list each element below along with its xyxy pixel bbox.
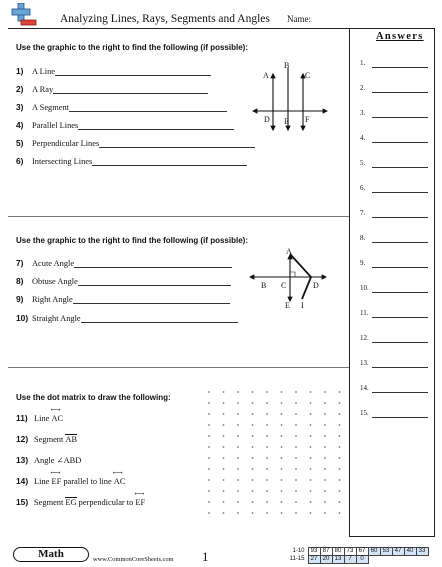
label-d: D — [264, 115, 270, 124]
question-text: Acute Angle — [32, 259, 75, 268]
matrix-dot[interactable] — [295, 413, 297, 415]
drawing-task-row — [16, 434, 77, 446]
matrix-dot[interactable] — [237, 501, 239, 503]
matrix-dot[interactable] — [208, 501, 210, 503]
matrix-dot[interactable] — [295, 468, 297, 470]
score-row — [288, 556, 428, 564]
answer-number: 1. — [360, 59, 366, 67]
answer-number: 14. — [360, 384, 369, 392]
matrix-dot[interactable] — [324, 501, 326, 503]
matrix-dot[interactable] — [266, 413, 268, 415]
label-e: E — [284, 117, 289, 126]
matrix-dot[interactable] — [266, 479, 268, 481]
matrix-dot[interactable] — [208, 479, 210, 481]
matrix-dot[interactable] — [324, 424, 326, 426]
matrix-dot[interactable] — [252, 512, 254, 514]
score-cell: 87 — [320, 548, 332, 556]
matrix-dot[interactable] — [252, 391, 254, 393]
question-blank[interactable] — [73, 295, 230, 304]
score-cell: 60 — [368, 548, 380, 556]
matrix-dot[interactable] — [237, 446, 239, 448]
matrix-dot[interactable] — [223, 446, 225, 448]
page-title: Analyzing Lines, Rays, Segments and Angles — [60, 13, 270, 25]
matrix-dot[interactable] — [310, 435, 312, 437]
question-row — [16, 138, 255, 150]
question-number: 15) — [16, 497, 29, 507]
score-cell: 67 — [356, 548, 368, 556]
matrix-dot[interactable] — [339, 402, 341, 404]
question-blank[interactable] — [74, 259, 232, 268]
matrix-dot[interactable] — [223, 490, 225, 492]
answer-number: 2. — [360, 84, 366, 92]
matrix-dot[interactable] — [281, 391, 283, 393]
matrix-dot[interactable] — [223, 424, 225, 426]
question-number: 13) — [16, 455, 29, 465]
matrix-dot[interactable] — [324, 479, 326, 481]
matrix-dot[interactable] — [208, 424, 210, 426]
score-cell: 73 — [344, 548, 356, 556]
matrix-dot[interactable] — [252, 468, 254, 470]
answer-number: 3. — [360, 109, 366, 117]
matrix-dot[interactable] — [266, 424, 268, 426]
question-text: A Segment — [32, 103, 69, 112]
matrix-dot[interactable] — [295, 424, 297, 426]
answer-blank[interactable] — [372, 217, 428, 218]
question-text: A Ray — [32, 85, 54, 94]
answer-blank[interactable] — [372, 267, 428, 268]
matrix-dot[interactable] — [237, 391, 239, 393]
answer-number: 11. — [360, 309, 369, 317]
matrix-dot[interactable] — [339, 457, 341, 459]
matrix-dot[interactable] — [252, 479, 254, 481]
question-number: 12) — [16, 434, 29, 444]
score-cell: 53 — [380, 548, 392, 556]
matrix-dot[interactable] — [223, 391, 225, 393]
answer-blank[interactable] — [372, 92, 428, 93]
matrix-dot[interactable] — [339, 435, 341, 437]
matrix-dot[interactable] — [237, 413, 239, 415]
task-text: Line — [34, 414, 52, 423]
segment-symbol: EG — [65, 498, 77, 507]
question-blank[interactable] — [53, 85, 208, 94]
question-number: 1) — [16, 66, 24, 76]
matrix-dot[interactable] — [324, 446, 326, 448]
dot-matrix[interactable] — [205, 388, 345, 523]
matrix-dot[interactable] — [310, 391, 312, 393]
matrix-dot[interactable] — [281, 446, 283, 448]
label-b: B — [284, 61, 290, 70]
task-text: Line — [34, 477, 52, 486]
matrix-dot[interactable] — [252, 435, 254, 437]
matrix-dot[interactable] — [223, 501, 225, 503]
matrix-dot[interactable] — [295, 457, 297, 459]
question-number: 4) — [16, 120, 24, 130]
matrix-dot[interactable] — [339, 479, 341, 481]
question-blank[interactable] — [69, 103, 227, 112]
question-row — [16, 276, 231, 288]
answer-number: 4. — [360, 134, 366, 142]
question-number: 11) — [16, 413, 28, 423]
section-3-heading: Use the dot matrix to draw the following: — [16, 393, 171, 402]
matrix-dot[interactable] — [281, 457, 283, 459]
question-number: 6) — [16, 156, 24, 166]
question-number: 3) — [16, 102, 24, 112]
matrix-dot[interactable] — [252, 457, 254, 459]
matrix-dot[interactable] — [252, 424, 254, 426]
answer-number: 13. — [360, 359, 369, 367]
question-number: 9) — [16, 294, 24, 304]
question-number: 14) — [16, 476, 29, 486]
score-cell: 93 — [308, 548, 320, 556]
answer-number: 7. — [360, 209, 366, 217]
matrix-dot[interactable] — [295, 446, 297, 448]
matrix-dot[interactable] — [281, 479, 283, 481]
matrix-dot[interactable] — [281, 468, 283, 470]
question-text: Obtuse Angle — [32, 277, 78, 286]
answer-blank[interactable] — [372, 117, 428, 118]
answer-blank[interactable] — [372, 342, 428, 343]
question-row — [16, 120, 234, 132]
lines-figure — [247, 58, 331, 134]
score-cell: 40 — [404, 548, 416, 556]
matrix-dot[interactable] — [223, 512, 225, 514]
header — [0, 0, 442, 30]
answer-number: 9. — [360, 259, 366, 267]
matrix-dot[interactable] — [252, 413, 254, 415]
matrix-dot[interactable] — [266, 435, 268, 437]
line-symbol: ⟷ AC — [51, 414, 63, 423]
task-text: parallel to line — [61, 477, 114, 486]
matrix-dot[interactable] — [208, 457, 210, 459]
matrix-dot[interactable] — [310, 479, 312, 481]
matrix-dot[interactable] — [339, 512, 341, 514]
question-text: A Line — [32, 67, 56, 76]
matrix-dot[interactable] — [295, 501, 297, 503]
answer-blank[interactable] — [372, 142, 428, 143]
answer-blank[interactable] — [372, 292, 428, 293]
matrix-dot[interactable] — [281, 413, 283, 415]
question-text: Perpendicular Lines — [32, 139, 100, 148]
matrix-dot[interactable] — [252, 402, 254, 404]
matrix-dot[interactable] — [324, 512, 326, 514]
question-number: 2) — [16, 84, 24, 94]
matrix-dot[interactable] — [295, 391, 297, 393]
task-text: perpendicular to — [76, 498, 136, 507]
label-i: I — [301, 301, 304, 310]
matrix-dot[interactable] — [208, 402, 210, 404]
matrix-dot[interactable] — [266, 391, 268, 393]
matrix-dot[interactable] — [237, 479, 239, 481]
matrix-dot[interactable] — [310, 490, 312, 492]
drawing-task-row — [16, 497, 145, 509]
matrix-dot[interactable] — [223, 435, 225, 437]
matrix-dot[interactable] — [295, 490, 297, 492]
matrix-dot[interactable] — [339, 501, 341, 503]
matrix-dot[interactable] — [281, 424, 283, 426]
answers-title: Answers — [376, 31, 424, 42]
matrix-dot[interactable] — [339, 391, 341, 393]
answer-blank[interactable] — [372, 317, 428, 318]
answer-blank[interactable] — [372, 67, 428, 68]
matrix-dot[interactable] — [324, 468, 326, 470]
label-c: C — [305, 71, 311, 80]
matrix-dot[interactable] — [266, 512, 268, 514]
question-number: 5) — [16, 138, 24, 148]
question-blank[interactable] — [92, 157, 247, 166]
matrix-dot[interactable] — [324, 413, 326, 415]
section-1-heading: Use the graphic to the right to find the following (if possible): — [16, 43, 248, 52]
line-symbol: ⟷ AC — [114, 477, 126, 486]
matrix-dot[interactable] — [266, 501, 268, 503]
matrix-dot[interactable] — [310, 402, 312, 404]
question-text: Intersecting Lines — [32, 157, 93, 166]
matrix-dot[interactable] — [295, 402, 297, 404]
matrix-dot[interactable] — [252, 490, 254, 492]
label-f: F — [305, 115, 310, 124]
question-blank[interactable] — [78, 121, 234, 130]
score-table — [288, 547, 429, 564]
label-d: D — [313, 281, 319, 290]
matrix-dot[interactable] — [266, 402, 268, 404]
name-label: Name: — [287, 14, 311, 24]
answer-number: 12. — [360, 334, 369, 342]
matrix-dot[interactable] — [223, 468, 225, 470]
question-blank[interactable] — [81, 314, 238, 323]
answer-blank[interactable] — [372, 392, 428, 393]
matrix-dot[interactable] — [237, 424, 239, 426]
answer-number: 8. — [360, 234, 366, 242]
question-row — [16, 102, 227, 114]
matrix-dot[interactable] — [339, 424, 341, 426]
site-url: www.CommonCoreSheets.com — [93, 556, 174, 563]
answer-number: 5. — [360, 159, 366, 167]
drawing-task-row — [16, 455, 81, 467]
question-row — [16, 66, 211, 78]
matrix-dot[interactable] — [208, 446, 210, 448]
score-range-label: 1-10 — [292, 548, 305, 554]
score-cell: 33 — [416, 548, 428, 556]
matrix-dot[interactable] — [324, 391, 326, 393]
segment-symbol: AB — [65, 435, 78, 444]
task-text: Segment — [34, 435, 66, 444]
question-text: Parallel Lines — [32, 121, 79, 130]
score-cell: 27 — [308, 556, 320, 564]
question-row — [16, 294, 230, 306]
matrix-dot[interactable] — [223, 413, 225, 415]
matrix-dot[interactable] — [281, 512, 283, 514]
score-row — [288, 548, 428, 556]
matrix-dot[interactable] — [310, 424, 312, 426]
answer-number: 15. — [360, 409, 369, 417]
score-cell: 0 — [356, 556, 368, 564]
matrix-dot[interactable] — [223, 479, 225, 481]
question-number: 8) — [16, 276, 24, 286]
matrix-dot[interactable] — [266, 490, 268, 492]
label-b: B — [261, 281, 267, 290]
label-a: A — [263, 71, 269, 80]
matrix-dot[interactable] — [324, 490, 326, 492]
matrix-dot[interactable] — [252, 501, 254, 503]
matrix-dot[interactable] — [266, 457, 268, 459]
label-c: C — [281, 281, 287, 290]
matrix-dot[interactable] — [339, 490, 341, 492]
matrix-dot[interactable] — [208, 391, 210, 393]
answer-blank[interactable] — [372, 192, 428, 193]
angles-figure — [246, 244, 330, 310]
label-a: A — [286, 247, 292, 256]
matrix-dot[interactable] — [281, 402, 283, 404]
subject-badge: Math — [13, 547, 89, 562]
answer-number: 10. — [360, 284, 369, 292]
question-blank[interactable] — [55, 67, 211, 76]
right-angle-mark — [290, 272, 295, 277]
question-blank[interactable] — [78, 277, 231, 286]
plus-minus-logo-icon — [11, 3, 37, 27]
matrix-dot[interactable] — [208, 413, 210, 415]
score-cell: 13 — [332, 556, 344, 564]
matrix-dot[interactable] — [310, 457, 312, 459]
label-e: E — [285, 301, 290, 310]
matrix-dot[interactable] — [266, 446, 268, 448]
matrix-dot[interactable] — [208, 490, 210, 492]
matrix-dot[interactable] — [339, 446, 341, 448]
matrix-dot[interactable] — [310, 468, 312, 470]
matrix-dot[interactable] — [208, 435, 210, 437]
line-symbol: ⟷ EF — [135, 498, 145, 507]
page-number: 1 — [202, 549, 209, 564]
section-divider-2 — [8, 367, 349, 368]
matrix-dot[interactable] — [324, 435, 326, 437]
matrix-dot[interactable] — [310, 512, 312, 514]
score-cell: 80 — [332, 548, 344, 556]
matrix-dot[interactable] — [237, 402, 239, 404]
matrix-dot[interactable] — [339, 468, 341, 470]
answer-blank[interactable] — [372, 367, 428, 368]
answer-blank[interactable] — [372, 417, 428, 418]
matrix-dot[interactable] — [295, 479, 297, 481]
matrix-dot[interactable] — [237, 457, 239, 459]
matrix-dot[interactable] — [281, 435, 283, 437]
section-divider-1 — [8, 216, 349, 217]
matrix-dot[interactable] — [252, 446, 254, 448]
matrix-dot[interactable] — [208, 468, 210, 470]
question-blank[interactable] — [99, 139, 255, 148]
matrix-dot[interactable] — [208, 512, 210, 514]
matrix-dot[interactable] — [295, 512, 297, 514]
line-symbol: ⟷ EF — [51, 477, 61, 486]
matrix-dot[interactable] — [295, 435, 297, 437]
matrix-dot[interactable] — [281, 501, 283, 503]
matrix-dot[interactable] — [281, 490, 283, 492]
question-text: Right Angle — [32, 295, 73, 304]
matrix-dot[interactable] — [324, 457, 326, 459]
matrix-dot[interactable] — [310, 501, 312, 503]
question-row — [16, 84, 208, 96]
question-row — [16, 258, 232, 270]
drawing-task-row — [16, 476, 125, 488]
question-text: Straight Angle — [32, 314, 81, 323]
matrix-dot[interactable] — [339, 413, 341, 415]
score-cell: 47 — [392, 548, 404, 556]
question-row — [16, 313, 238, 325]
drawing-task-row — [16, 413, 63, 425]
matrix-dot[interactable] — [266, 468, 268, 470]
score-cell: 20 — [320, 556, 332, 564]
task-text: Segment — [34, 498, 66, 507]
matrix-dot[interactable] — [237, 490, 239, 492]
answers-panel — [349, 28, 435, 537]
matrix-dot[interactable] — [237, 468, 239, 470]
matrix-dot[interactable] — [310, 446, 312, 448]
question-number: 7) — [16, 258, 24, 268]
matrix-dot[interactable] — [223, 402, 225, 404]
answer-blank[interactable] — [372, 242, 428, 243]
matrix-dot[interactable] — [223, 457, 225, 459]
question-row — [16, 156, 247, 168]
question-number: 10) — [16, 313, 29, 323]
matrix-dot[interactable] — [310, 413, 312, 415]
matrix-dot[interactable] — [324, 402, 326, 404]
matrix-dot[interactable] — [237, 435, 239, 437]
section-2-heading: Use the graphic to the right to find the following (if possible): — [16, 236, 248, 245]
task-text: Angle ∠ABD — [34, 456, 82, 465]
score-range-label: 11-15 — [289, 556, 305, 562]
score-cell: 7 — [344, 556, 356, 564]
answer-blank[interactable] — [372, 167, 428, 168]
answer-number: 6. — [360, 184, 366, 192]
matrix-dot[interactable] — [237, 512, 239, 514]
